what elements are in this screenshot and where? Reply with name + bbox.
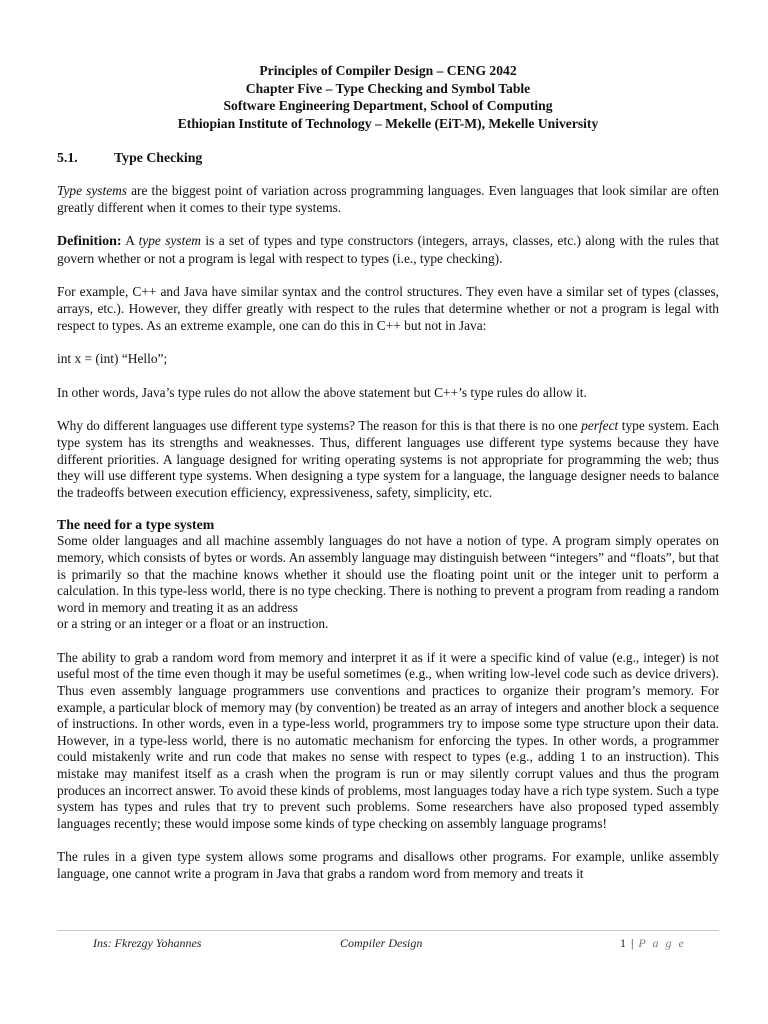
institute-line: Ethiopian Institute of Technology – Mekelle (EiT-M), Mekelle University xyxy=(177,115,599,131)
page-label: P a g e xyxy=(638,936,686,950)
subsection-heading: The need for a type system xyxy=(57,517,215,533)
paragraph-typeless: Some older languages and all machine assembly languages do not have a notion of type. A program simply operates on memory, which consists of bytes or words. An assembly language may distinguish between “integers” and “floats”, but that is primarily so that the machine knows whether it should use the floating point unit or the integer unit to perform a calculation. In this type-less world, there is no type checking. There is nothing to prevent a program from reading a random word in memory and treating it as an address or a string or an integer or a float or an instruction. xyxy=(57,533,719,632)
paragraph-why-different: Why do different languages use different type systems? The reason for this is that there is no one perfect type system. Each type system has its strengths and weaknesses. Thus, different languages use different type systems because they have different priorities. A language designed for writing operating systems is not appropriate for programming the web; thus they will use different type systems. When designing a type system for a language, the language designer needs to balance the tradeoffs between execution efficiency, expressiveness, safety, simplicity, etc. xyxy=(57,418,719,500)
footer-course: Compiler Design xyxy=(340,936,423,950)
paragraph-type-systems: Type systems are the biggest point of variation across programming languages. Even languages that look similar are often greatly different when it comes to their type systems. xyxy=(57,183,719,215)
paragraph-random-word: The ability to grab a random word from memory and interpret it as if it were a specific kind of value (e.g., integer) is not useful most of the time even though it may be useful sometimes (e.g., when writing low-level code such as device drivers). Thus even assembly language programmers use conventions and practices to organize their program’s memory. For example, a particular block of memory may (by convention) be treated as an array of integers and another block a sequence of instructions. In other words, even in a type-less world, programmers try to impose some type structure upon their data. However, in a type-less world, there is no automatic mechanism for enforcing the types. In other words, a programmer could mistakenly write and run code that makes no sense with respect to types (e.g., adding 1 to an instruction). This mistake may manifest itself as a crash when the program is run or may silently corrupt values and thus the program produces an incorrect answer. To avoid these kinds of problems, most languages today have a rich type system. Such a type system has types and rules that try to prevent such problems. Some researchers have also proposed typed assembly languages recently; these would impose some kinds of type checking on assembly language programs! xyxy=(57,649,719,831)
term-type-system: type system xyxy=(138,233,201,249)
paragraph-rules: The rules in a given type system allows some programs and disallows other programs. For example, unlike assembly language, one cannot write a program in Java that grabs a random word from memory and treats it xyxy=(57,849,719,881)
page-footer xyxy=(57,930,719,950)
document-page xyxy=(57,62,719,883)
code-example: int x = (int) “Hello”; xyxy=(57,351,168,367)
document-header xyxy=(57,62,719,132)
definition-label: Definition: xyxy=(57,234,122,250)
definition-paragraph: Definition: A type system is a set of types and type constructors (integers, arrays, classes, etc.) along with the rules that govern whether or not a program is legal with respect to types (i.e., type checking). xyxy=(57,233,719,266)
section-heading xyxy=(57,150,719,166)
term-type-systems: Type systems xyxy=(57,183,128,198)
paragraph-example: For example, C++ and Java have similar syntax and the control structures. They even have a similar set of types (classes, arrays, etc.). However, they differ greatly with respect to the rules that determine whether or not a program is legal with respect to types. As an extreme example, one can do this in C++ but not in Java: xyxy=(57,284,719,333)
section-title: Type Checking xyxy=(114,150,203,165)
chapter-title: Chapter Five – Type Checking and Symbol Table xyxy=(245,80,531,96)
page-number: 1 xyxy=(620,936,627,950)
course-title: Principles of Compiler Design – CENG 2042 xyxy=(259,63,517,78)
footer-page: 1 | P a g e xyxy=(620,936,686,950)
footer-instructor: Ins: Fkrezgy Yohannes xyxy=(93,936,202,950)
section-number: 5.1. xyxy=(57,150,78,165)
paragraph-java-rules: In other words, Java’s type rules do not allow the above statement but C++’s type rules do allow it. xyxy=(57,384,587,400)
term-perfect: perfect xyxy=(581,418,619,434)
department-line: Software Engineering Department, School of Computing xyxy=(223,98,553,113)
